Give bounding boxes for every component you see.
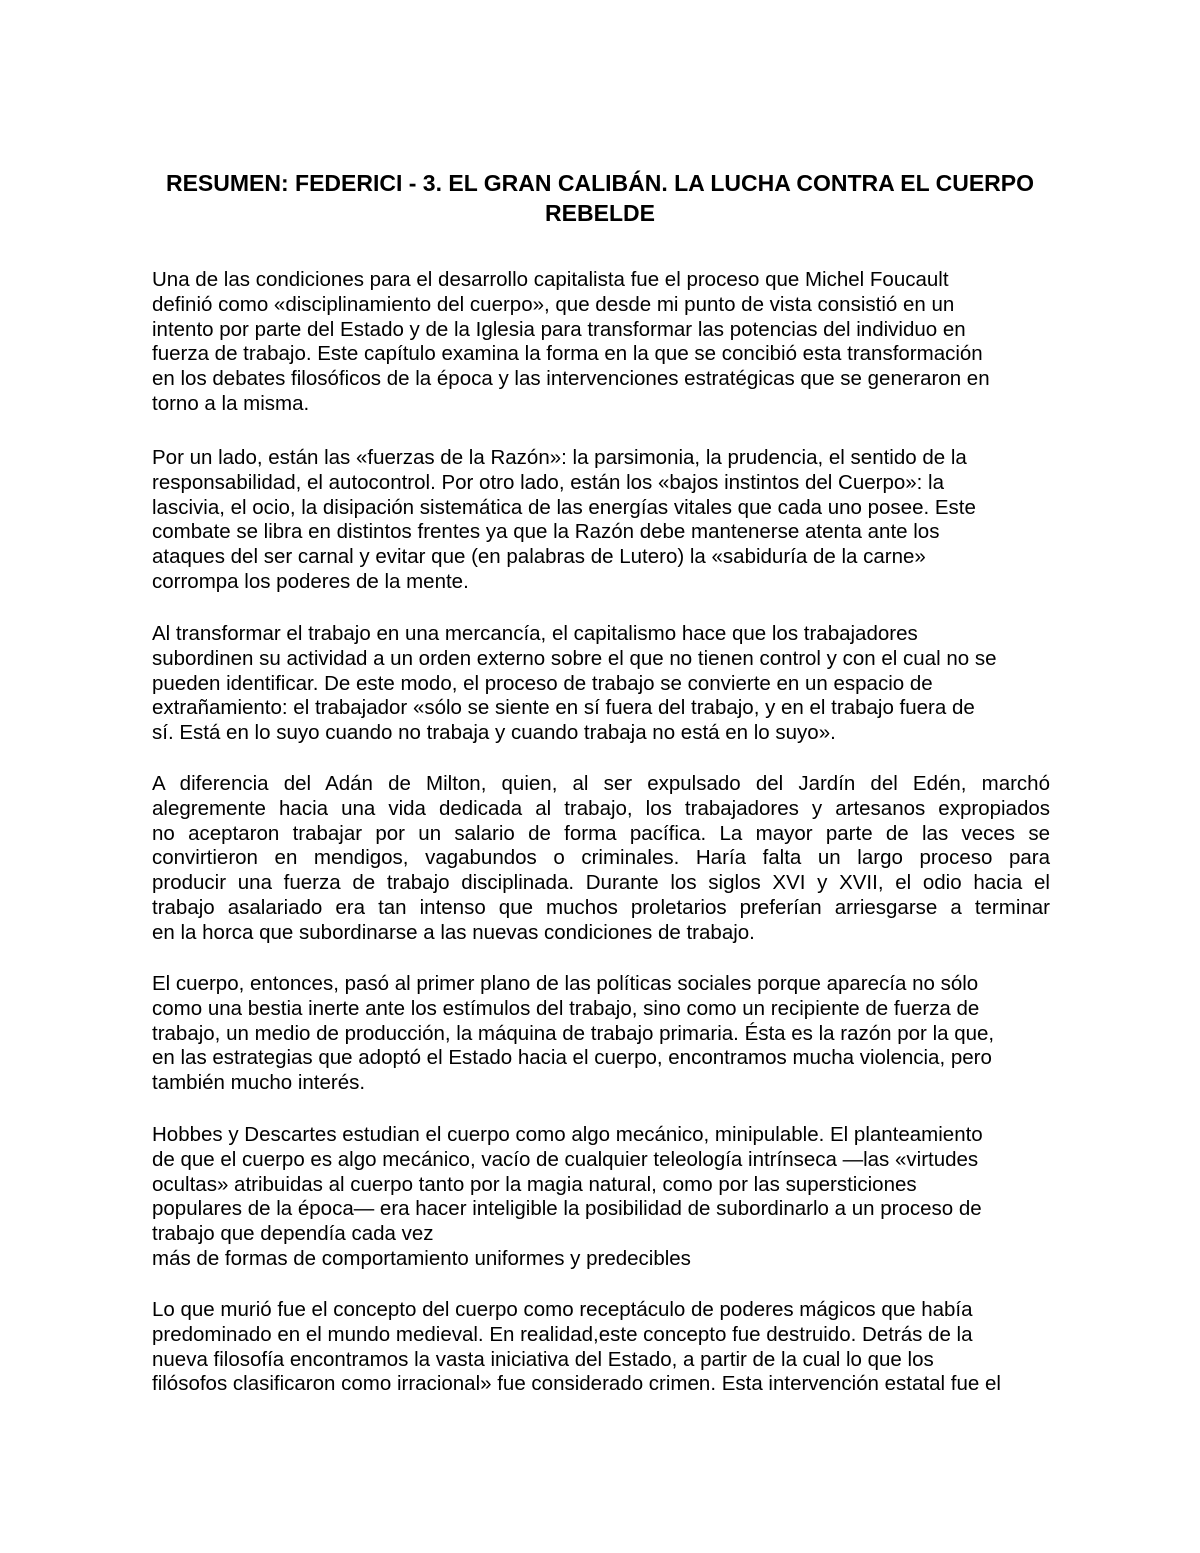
text-line: también mucho interés. <box>152 1071 366 1095</box>
text-line: fuerza de trabajo. Este capítulo examina la forma en la que se concibió esta transformación <box>152 342 983 366</box>
text-line: Hobbes y Descartes estudian el cuerpo como algo mecánico, minipulable. El planteamiento <box>152 1123 983 1146</box>
text-line: extrañamiento: el trabajador «sólo se siente en sí fuera del trabajo, y en el trabajo fuera de <box>152 696 975 720</box>
text-line: responsabilidad, el autocontrol. Por otro lado, están los «bajos instintos del Cuerpo»: la <box>152 470 945 494</box>
text-line: ataques del ser carnal y evitar que (en palabras de Lutero) la «sabiduría de la carne» <box>152 545 926 569</box>
paragraph <box>152 622 1050 746</box>
text-line: producir una fuerza de trabajo disciplinada. Durante los siglos XVI y XVII, el odio hacia el <box>152 871 1050 895</box>
text-line: Por un lado, están las «fuerzas de la Razón»: la parsimonia, la prudencia, el sentido de la <box>152 446 967 469</box>
text-line: trabajo asalariado era tan intenso que muchos proletarios preferían arriesgarse a terminar <box>152 895 1050 919</box>
text-line: Lo que murió fue el concepto del cuerpo como receptáculo de poderes mágicos que había <box>152 1298 973 1321</box>
text-line: combate se libra en distintos frentes ya que la Razón debe mantenerse atenta ante los <box>152 520 940 544</box>
text-line: en los debates filosóficos de la época y las intervenciones estratégicas que se generaron en <box>152 367 990 391</box>
text-line: intento por parte del Estado y de la Iglesia para transformar las potencias del individuo en <box>152 317 966 341</box>
text-line: trabajo, un medio de producción, la máquina de trabajo primaria. Ésta es la razón por la que, <box>152 1021 995 1045</box>
text-line: pueden identificar. De este modo, el proceso de trabajo se convierte en un espacio de <box>152 671 933 695</box>
text-line: nueva filosofía encontramos la vasta iniciativa del Estado, a partir de la cual lo que los <box>152 1347 934 1371</box>
text-line: A diferencia del Adán de Milton, quien, al ser expulsado del Jardín del Edén, marchó <box>152 772 1050 795</box>
text-line: en la horca que subordinarse a las nuevas condiciones de trabajo. <box>152 920 755 944</box>
text-line: alegremente hacia una vida dedicada al trabajo, los trabajadores y artesanos expropiados <box>152 796 1050 820</box>
text-line: Al transformar el trabajo en una mercancía, el capitalismo hace que los trabajadores <box>152 622 918 645</box>
paragraph <box>152 268 1050 417</box>
text-line: Una de las condiciones para el desarrollo capitalista fue el proceso que Michel Foucault <box>152 268 949 291</box>
text-line: de que el cuerpo es algo mecánico, vacío de cualquier teleología intrínseca —las «virtudes <box>152 1147 979 1171</box>
text-line: lascivia, el ocio, la disipación sistemática de las energías vitales que cada uno posee. Este <box>152 495 976 519</box>
text-line: corrompa los poderes de la mente. <box>152 569 469 593</box>
text-line: sí. Está en lo suyo cuando no trabaja y cuando trabaja no está en lo suyo». <box>152 721 836 745</box>
text-line: predominado en el mundo medieval. En realidad,este concepto fue destruido. Detrás de la <box>152 1322 973 1346</box>
text-line: ocultas» atribuidas al cuerpo tanto por la magia natural, como por las supersticiones <box>152 1172 917 1196</box>
paragraph <box>152 972 1050 1096</box>
text-line: El cuerpo, entonces, pasó al primer plano de las políticas sociales porque aparecía no sólo <box>152 972 979 995</box>
text-line: subordinen su actividad a un orden externo sobre el que no tienen control y con el cual no se <box>152 646 997 670</box>
text-line: en las estrategias que adoptó el Estado hacia el cuerpo, encontramos mucha violencia, pero <box>152 1046 992 1070</box>
text-line: no aceptaron trabajar por un salario de forma pacífica. La mayor parte de las veces se <box>152 821 1050 845</box>
paragraph <box>152 1123 1050 1272</box>
text-line: filósofos clasificaron como irracional» fue considerado crimen. Esta intervención estatal fue el <box>152 1372 1001 1396</box>
text-line: torno a la misma. <box>152 391 310 415</box>
text-line: populares de la época— era hacer inteligible la posibilidad de subordinarlo a un proceso de <box>152 1197 982 1221</box>
paragraph <box>152 1298 1050 1397</box>
paragraph <box>152 772 1050 946</box>
text-line: como una bestia inerte ante los estímulos del trabajo, sino como un recipiente de fuerza de <box>152 996 980 1020</box>
paragraph <box>152 446 1050 595</box>
text-line: convirtieron en mendigos, vagabundos o criminales. Haría falta un largo proceso para <box>152 846 1050 870</box>
document-title: RESUMEN: FEDERICI - 3. EL GRAN CALIBÁN. LA LUCHA CONTRA EL CUERPO REBELDE <box>165 170 1035 226</box>
text-line: más de formas de comportamiento uniformes y predecibles <box>152 1246 691 1270</box>
text-line: trabajo que dependía cada vez <box>152 1222 434 1246</box>
text-line: definió como «disciplinamiento del cuerpo», que desde mi punto de vista consistió en un <box>152 292 955 316</box>
